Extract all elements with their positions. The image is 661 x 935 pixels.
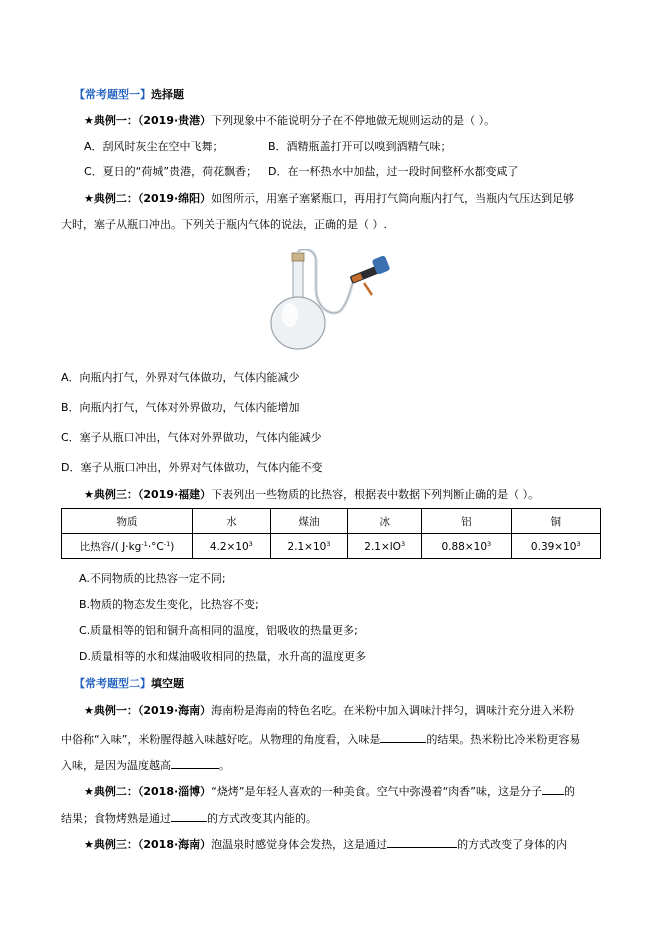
question-source: （2018·淄博） (137, 785, 212, 798)
question-1-stem (84, 114, 495, 128)
flask-pump-figure (264, 249, 390, 353)
section-tag: 【常考题型二】 (74, 677, 151, 690)
table-cell: $2.1\times 10^3$ (270, 534, 348, 559)
table-row (62, 534, 601, 559)
table-cell: $2.1\times lO^3$ (348, 534, 422, 559)
flask-neck (293, 259, 303, 301)
answer-blank[interactable] (171, 757, 219, 769)
answer-blank[interactable] (171, 810, 207, 822)
table-header-cell: 铜 (511, 509, 600, 534)
answer-blank[interactable] (542, 783, 564, 795)
table-header-cell: 冰 (348, 509, 422, 534)
question-text: 海南粉是海南的特色名吃。在米粉中加入调味汁拌匀，调味汁充分进入米粉 (211, 704, 575, 717)
table-cell: $0.88\times 10^3$ (422, 534, 511, 559)
section-heading-fill (74, 677, 184, 691)
q2-option-a: A．向瓶内打气，外界对气体做功，气体内能减少 (61, 371, 300, 384)
q1-option-b: B．酒精瓶盖打开可以嗅到酒精气味； (268, 140, 452, 153)
specific-heat-table (61, 508, 601, 559)
question-label: ★典例三： (84, 838, 138, 851)
section-tag: 【常考题型一】 (74, 88, 151, 101)
fill-question-3: ★典例三：（2018·海南）泡温泉时感觉身体会发热，这是通过 的方式改变了身体的内 (84, 838, 568, 851)
question-2-stem (84, 192, 574, 206)
q2-option-b: B．向瓶内打气，气体对外界做功，气体内能增加 (61, 401, 300, 414)
stopper (292, 253, 304, 261)
section-title: 选择题 (151, 88, 184, 101)
question-label: ★典例二： (84, 192, 138, 205)
question-text: 下列现象中不能说明分子在不停地做无规则运动的是（ ）。 (211, 114, 496, 127)
table-cell: $4.2\times 10^3$ (193, 534, 271, 559)
question-label: ★典例三： (84, 488, 138, 501)
question-text: 如图所示，用塞子塞紧瓶口，再用打气筒向瓶内打气，当瓶内气压达到足够 (211, 192, 575, 205)
section-title: 填空题 (151, 677, 184, 690)
section-heading-choice (74, 88, 184, 102)
question-source: （2019·绵阳） (137, 192, 212, 205)
fill-question-2-cont: 结果；食物烤熟是通过 的方式改变其内能的。 (61, 812, 317, 825)
q3-option-d: D.质量相等的水和煤油吸收相同的热量，水升高的温度更多 (79, 650, 366, 663)
question-label: ★典例二： (84, 785, 138, 798)
question-source: （2019·贵港） (137, 114, 212, 127)
fill-question-1-end: 入味，是因为温度越高 。 (61, 759, 230, 772)
flask-bulb (271, 297, 325, 349)
fill-question-2: ★典例二：（2018·淄博）“烧烤”是年轻人喜欢的一种美食。空气中弥漫着“肉香”味，这是分子 的 (84, 785, 575, 798)
q3-option-c: C.质量相等的铝和铜升高相同的温度，铝吸收的热量更多; (79, 624, 358, 637)
table-header-cell: 铝 (422, 509, 511, 534)
table-header-cell: 水 (193, 509, 271, 534)
fill-question-1-cont: 中俗称“入味”，米粉腥得越入味越好吃。从物理的角度看，入味是 的结果。热米粉比冷米粉更容易 (61, 733, 581, 746)
question-source: （2019·海南） (137, 704, 212, 717)
question-text: “烧烤”是年轻人喜欢的一种美食。空气中弥漫着“肉香”味，这是分子 (211, 785, 542, 798)
table-header-cell: 煤油 (270, 509, 348, 534)
table-header-cell: 物质 (62, 509, 193, 534)
q3-option-b: B.物质的物态发生变化，比热容不变; (79, 598, 259, 611)
answer-blank[interactable] (380, 731, 426, 743)
table-row-label: 比热容/( $J\cdot kg^{-1}\cdot^\circ C^{-1}$) (62, 534, 193, 559)
question-label: ★典例一： (84, 114, 138, 127)
question-2-stem-cont: 大时，塞子从瓶口冲出。下列关于瓶内气体的说法，正确的是（ ）. (61, 218, 387, 231)
answer-blank[interactable] (387, 836, 457, 848)
q2-option-c: C．塞子从瓶口冲出，气体对外界做功，气体内能减少 (61, 431, 322, 444)
question-label: ★典例一： (84, 704, 138, 717)
question-text: 下表列出一些物质的比热容，根据表中数据下列判断止确的是（ ）。 (211, 488, 540, 501)
question-source: （2019·福建） (137, 488, 212, 501)
q2-option-d: D．塞子从瓶口冲出，外界对气体做功，气体内能不变 (61, 461, 323, 474)
q1-option-c: C．夏日的“荷城”贵港，荷花飘香； (84, 165, 258, 178)
question-3-stem (84, 488, 539, 502)
q3-option-a: A.不同物质的比热容一定不同; (79, 572, 226, 585)
table-cell: $0.39\times 10^3$ (511, 534, 600, 559)
question-source: （2018·海南） (137, 838, 212, 851)
fill-question-1 (84, 704, 574, 718)
q1-option-a: A．刮风时灰尘在空中飞舞； (84, 140, 224, 153)
q1-option-d: D．在一杯热水中加盐，过一段时间整杯水都变咸了 (268, 165, 519, 178)
question-text: 泡温泉时感觉身体会发热，这是通过 (211, 838, 388, 851)
table-header-row (62, 509, 601, 534)
